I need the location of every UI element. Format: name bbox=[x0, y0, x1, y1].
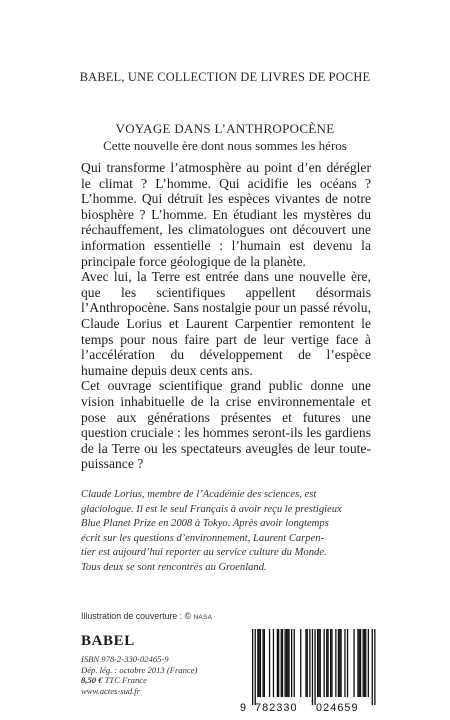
price: 8,50 € bbox=[81, 675, 103, 686]
bio-line: Claude Lorius, membre de l’Académie des sciences, est bbox=[81, 489, 317, 500]
barcode-bar bbox=[305, 629, 306, 697]
barcode-bar bbox=[331, 629, 332, 697]
book-subtitle: Cette nouvelle ère dont nous sommes les héros bbox=[103, 138, 347, 153]
barcode-bar bbox=[327, 629, 328, 697]
barcode-bar bbox=[285, 629, 286, 697]
author-bio bbox=[81, 488, 371, 576]
barcode-bars bbox=[240, 627, 380, 705]
barcode-bar bbox=[282, 629, 283, 697]
blurb bbox=[81, 160, 371, 472]
barcode-group-right: 024659 bbox=[316, 702, 359, 714]
illustration-credit bbox=[81, 611, 212, 621]
barcode-bar bbox=[357, 629, 358, 697]
barcode-bar bbox=[255, 629, 256, 705]
book-title: VOYAGE DANS L’ANTHROPOCÈNE bbox=[115, 121, 335, 136]
barcode-bar bbox=[273, 629, 274, 697]
barcode-bar bbox=[372, 629, 373, 705]
publication-info bbox=[81, 654, 197, 696]
blurb-paragraph-1: Qui transforme l’atmosphère au point d’en dérégler le climat ? L’homme. Qui acidifie les océans ? L’homme. Qui détruit les espèces vivantes de notre biosphère ? L’homme. En étudiant les mystères du réchauffement, les climatologues ont découvert une information essentielle : l’humain est devenu la principale force géologique de la planète. bbox=[81, 160, 371, 269]
barcode-lead-digit: 9 bbox=[240, 702, 247, 714]
legal-deposit: Dép. lég. : octobre 2013 (France) bbox=[81, 664, 198, 675]
barcode-bar bbox=[281, 629, 282, 697]
barcode-bar bbox=[353, 629, 354, 697]
blurb-paragraph-2: Avec lui, la Terre est entrée dans une nouvelle ère, que les scientifiques appellent désormais l’Anthropocène. Sans nostalgie pour un passé révolu, Claude Lorius et Laurent Carpentier remontent le temps pour nous faire part de leur vertige face à l’accélération du développement de l’espèce humaine depuis deux cents ans. bbox=[81, 269, 371, 378]
website: www.actes-sud.fr bbox=[81, 685, 141, 696]
barcode-bar bbox=[347, 629, 348, 697]
barcode-bar bbox=[277, 629, 278, 697]
barcode-bar bbox=[252, 629, 253, 705]
bio-line: écrit sur les questions d’environnement, Laurent Carpen- bbox=[81, 532, 325, 544]
barcode bbox=[240, 627, 380, 713]
barcode-bar bbox=[344, 629, 345, 697]
barcode-bar bbox=[286, 629, 287, 697]
isbn: ISBN 978-2-330-02465-9 bbox=[81, 654, 169, 664]
bio-line: glaciologue. Il est le seul Français à avoir reçu le prestigieux bbox=[81, 503, 342, 515]
barcode-bar bbox=[364, 629, 365, 697]
barcode-bar bbox=[262, 629, 263, 697]
barcode-bar bbox=[360, 629, 361, 697]
barcode-bar bbox=[317, 629, 318, 697]
barcode-bar bbox=[365, 629, 366, 697]
price-line bbox=[81, 675, 197, 686]
publisher-brand: BABEL bbox=[81, 633, 135, 649]
barcode-bar bbox=[330, 629, 331, 697]
series-title: BABEL, UNE COLLECTION DE LIVRES DE POCHE bbox=[79, 70, 371, 84]
barcode-bar bbox=[300, 629, 301, 697]
barcode-bar bbox=[259, 629, 260, 697]
barcode-bar bbox=[324, 629, 325, 697]
barcode-bar bbox=[260, 629, 261, 697]
barcode-bar bbox=[257, 629, 258, 697]
barcode-bar bbox=[288, 629, 289, 697]
barcode-bar bbox=[309, 629, 310, 697]
barcode-bar bbox=[339, 629, 340, 697]
barcode-bar bbox=[264, 629, 265, 697]
barcode-bar bbox=[374, 629, 375, 705]
blurb-paragraph-3: Cet ouvrage scientifique grand public donne une vision inhabituelle de la crise environnementale et pose aux générations présentes et futures une question cruciale : les hommes seront-ils les gardiens de la Terre ou les spectateurs aveugles de leur toute-puissance ? bbox=[81, 378, 371, 472]
barcode-bar bbox=[320, 629, 321, 697]
bio-line: Blue Planet Prize en 2008 à Tokyo. Après avoir longtemps bbox=[81, 518, 329, 530]
barcode-bar bbox=[318, 629, 319, 697]
barcode-bar bbox=[314, 629, 315, 705]
barcode-bar bbox=[307, 629, 308, 697]
illustration-source: NASA bbox=[193, 614, 213, 621]
barcode-bar bbox=[294, 629, 295, 697]
barcode-bar bbox=[312, 629, 313, 705]
barcode-bar bbox=[368, 629, 369, 697]
barcode-bar bbox=[335, 629, 336, 697]
price-suffix: TTC France bbox=[102, 675, 147, 686]
bio-line: tier est aujourd’hui reporter au service culture du Monde. bbox=[81, 547, 327, 559]
barcode-bar bbox=[278, 629, 279, 697]
barcode-bar bbox=[287, 629, 288, 697]
bio-line: Tous deux se sont rencontrés au Groenland. bbox=[81, 561, 267, 573]
barcode-bar bbox=[326, 629, 327, 697]
barcode-bar bbox=[340, 629, 341, 697]
illustration-label: Illustration de couverture : © bbox=[81, 611, 192, 621]
barcode-bar bbox=[363, 629, 364, 697]
barcode-bar bbox=[269, 629, 270, 697]
barcode-bar bbox=[338, 629, 339, 697]
barcode-group-left: 782330 bbox=[255, 702, 298, 714]
title-block bbox=[0, 121, 450, 154]
barcode-bar bbox=[359, 629, 360, 697]
barcode-bar bbox=[291, 629, 292, 697]
